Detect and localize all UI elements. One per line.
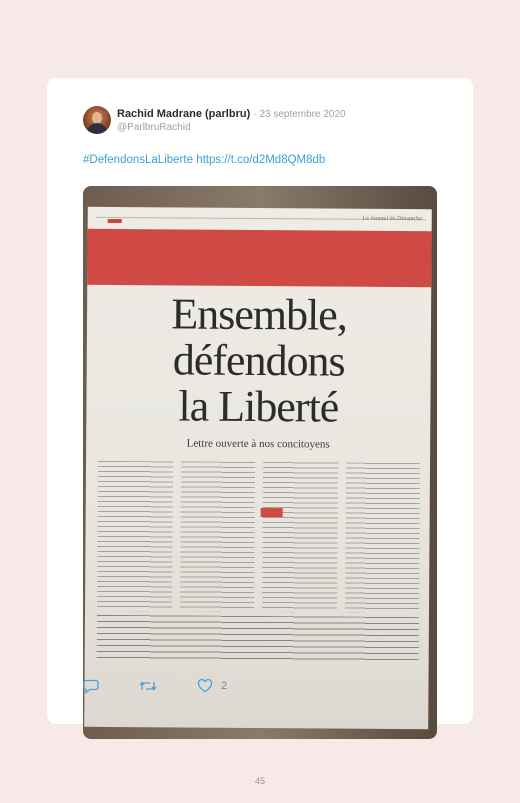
- headline-line: défendons: [172, 335, 345, 386]
- avatar[interactable]: [83, 106, 111, 134]
- reply-icon: [83, 679, 99, 694]
- retweet-icon: [139, 679, 157, 693]
- author-row: [117, 108, 346, 120]
- article-column: [97, 461, 173, 612]
- like-count: 2: [221, 680, 228, 692]
- avatar-shirt: [87, 123, 107, 134]
- signatories-block: [97, 615, 419, 661]
- author-handle[interactable]: @ParlbruRachid: [117, 122, 191, 133]
- like-button[interactable]: [197, 679, 227, 693]
- article-column: [344, 463, 420, 614]
- tweet-actions: [83, 676, 267, 696]
- heart-icon: [197, 679, 213, 693]
- newspaper-headline: [86, 291, 431, 431]
- headline-line: la Liberté: [178, 381, 339, 432]
- newspaper-header: Le Journal du Dimanche: [362, 215, 422, 223]
- headline-line: Ensemble,: [171, 289, 347, 340]
- red-banner: [87, 229, 431, 287]
- tweet-text: [83, 154, 325, 166]
- newspaper-marker: [108, 219, 122, 223]
- newspaper-logo: [261, 508, 283, 517]
- url-link[interactable]: https://t.co/d2Md8QM8db: [196, 154, 326, 166]
- tweet-photo[interactable]: [83, 186, 437, 739]
- tweet-date[interactable]: · 23 septembre 2020: [253, 109, 346, 120]
- article-column: [179, 461, 255, 612]
- newspaper-subheadline: Lettre ouverte à nos concitoyens: [186, 437, 330, 451]
- tweet-card: [47, 78, 473, 724]
- retweet-button[interactable]: [139, 679, 157, 693]
- page-number: 45: [254, 776, 265, 786]
- article-columns: [97, 461, 420, 613]
- author-name[interactable]: Rachid Madrane (parlbru): [117, 108, 251, 120]
- newspaper-page: [84, 207, 432, 729]
- article-column: [262, 462, 338, 613]
- hashtag-link[interactable]: #DefendonsLaLiberte: [83, 154, 193, 166]
- reply-button[interactable]: [83, 679, 99, 694]
